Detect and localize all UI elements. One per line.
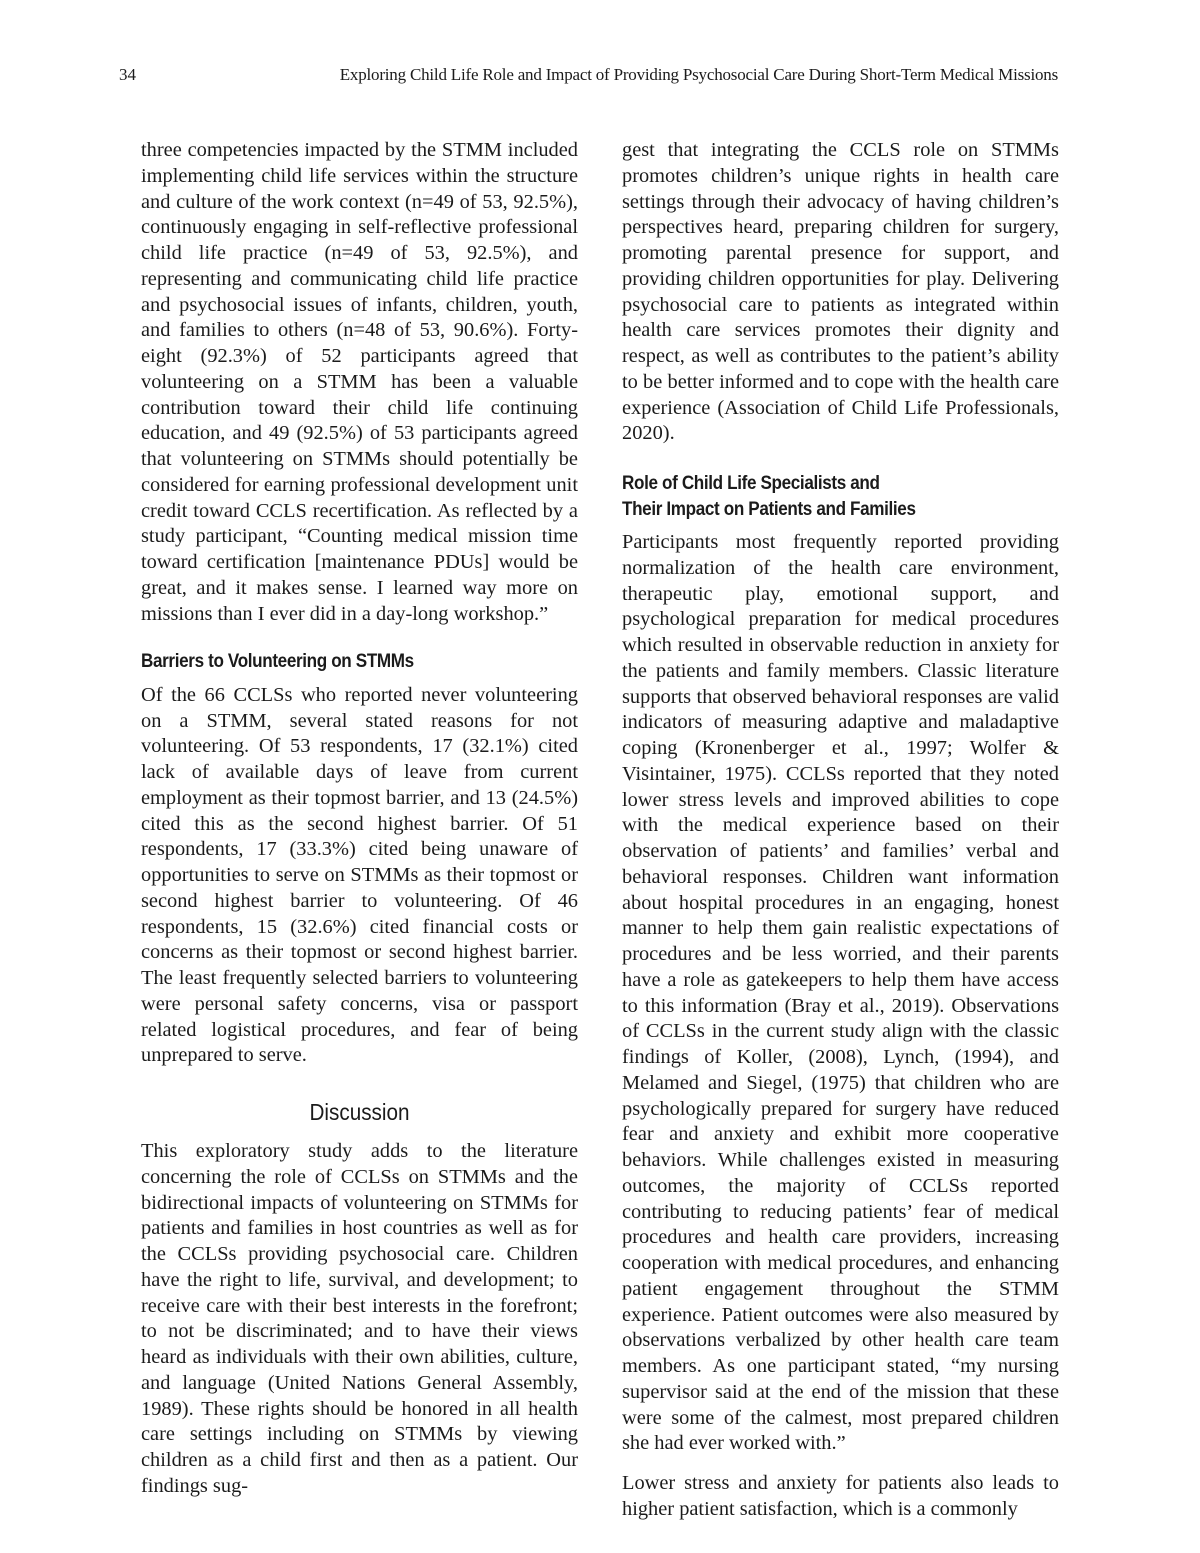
left-column [141, 138, 578, 1500]
paragraph-competencies: three competencies impacted by the STMM included implementing child life services within the structure and culture of the work context (n=49 of 53, 92.5%), continuously engaging in self-reflective professional child life practice (n=49 of 53, 92.5%), and representing and communicating child life practice and psychosocial issues of infants, children, youth, and families to others (n=48 of 53, 90.6%). Forty-eight (92.3%) of 52 participants agreed that volunteering on a STMM has been a valuable contribution toward their child life continuing education, and 49 (92.5%) of 53 participants agreed that volunteering on STMMs should potentially be considered for earning professional development unit credit toward CCLS recertification. As reflected by a study participant, “Counting medical mission time toward certification [maintenance PDUs] would be great, and it makes sense. I learned way more on missions than I ever did in a day-long workshop.” [141, 139, 578, 625]
paragraph-role: Participants most frequently reported providing normalization of the health care environment, therapeutic play, emotional support, and psychological preparation for medical procedures which resulted in observable reduction in anxiety for the patients and family members. Classic literature supports that observed behavioral responses are valid indicators of measuring adaptive and maladaptive coping (Kronenberger et al., 1997; Wolfer & Visintainer, 1975). CCLSs reported that they noted lower stress levels and improved abilities to cope with the medical experience based on their observation of patients’ and families’ verbal and behavioral responses. Children want information about hospital procedures in an engaging, honest manner to help them gain realistic expectations of procedures and be less worried, and their parents have a role as gatekeepers to help them have access to this information (Bray et al., 2019). Observations of CCLSs in the current study align with the classic findings of Koller, (2008), Lynch, (1994), and Melamed and Siegel, (1975) that children who are psychologically prepared for surgery have reduced fear and anxiety and exhibit more cooperative behaviors. While challenges existed in measuring outcomes, the majority of CCLSs reported contributing to reducing patients’ fear of medical procedures and health care providers, increasing cooperation with medical procedures, and enhancing patient engagement throughout the STMM experience. Patient outcomes were also measured by observations verbalized by other health care team members. As one participant stated, “my nursing supervisor said at the end of the mission that these were some of the calmest, most prepared children she had ever worked with.” [622, 531, 1059, 1455]
page-number: 34 [119, 65, 136, 84]
heading-role-line1: Role of Child Life Specialists and [622, 473, 880, 494]
running-header: Exploring Child Life Role and Impact of Providing Psychosocial Care During Short-Term Medical Missions [339, 65, 1058, 84]
heading-discussion: Discussion [309, 1099, 410, 1125]
heading-role-line2: Their Impact on Patients and Families [622, 498, 916, 520]
paragraph-stress: Lower stress and anxiety for patients also leads to higher patient satisfaction, which is a commonly [622, 1472, 1059, 1520]
paragraph-rights: gest that integrating the CCLS role on STMMs promotes children’s unique rights in health care settings through their advocacy of having children’s perspectives heard, preparing children for surgery, promoting parental presence for support, and providing children opportunities for play. Delivering psychosocial care to patients as integrated within health care services promotes their dignity and respect, as well as contributes to the patient’s ability to be better informed and to cope with the health care experience (Association of Child Life Professionals, 2020). [622, 139, 1059, 445]
heading-barriers: Barriers to Volunteering on STMMs [141, 651, 414, 673]
right-column [622, 138, 1059, 1523]
paragraph-barriers: Of the 66 CCLSs who reported never volunteering on a STMM, several stated reasons for not volunteering. Of 53 respondents, 17 (32.1%) cited lack of available days of leave from current employment as their topmost barrier, and 13 (24.5%) cited this as the second highest barrier. Of 51 respondents, 17 (33.3%) cited being unaware of opportunities to serve on STMMs as their topmost or second highest barrier to volunteering. Of 46 respondents, 15 (32.6%) cited financial costs or concerns as their topmost or second highest barrier. The least frequently selected barriers to volunteering were personal safety concerns, visa or passport related logistical procedures, and fear of being unprepared to serve. [141, 683, 578, 1067]
paragraph-discussion: This exploratory study adds to the literature concerning the role of CCLSs on STMMs and the bidirectional impacts of volunteering on STMMs for patients and families in host countries as well as for the CCLSs providing psychosocial care. Children have the right to life, survival, and development; to receive care with their best interests in the forefront; to not be discriminated; and to have their views heard as individuals with their own abilities, culture, and language (United Nations General Assembly, 1989). These rights should be honored in all health care settings including on STMMs by viewing children as a child first and then as a patient. Our findings sug- [141, 1140, 578, 1497]
